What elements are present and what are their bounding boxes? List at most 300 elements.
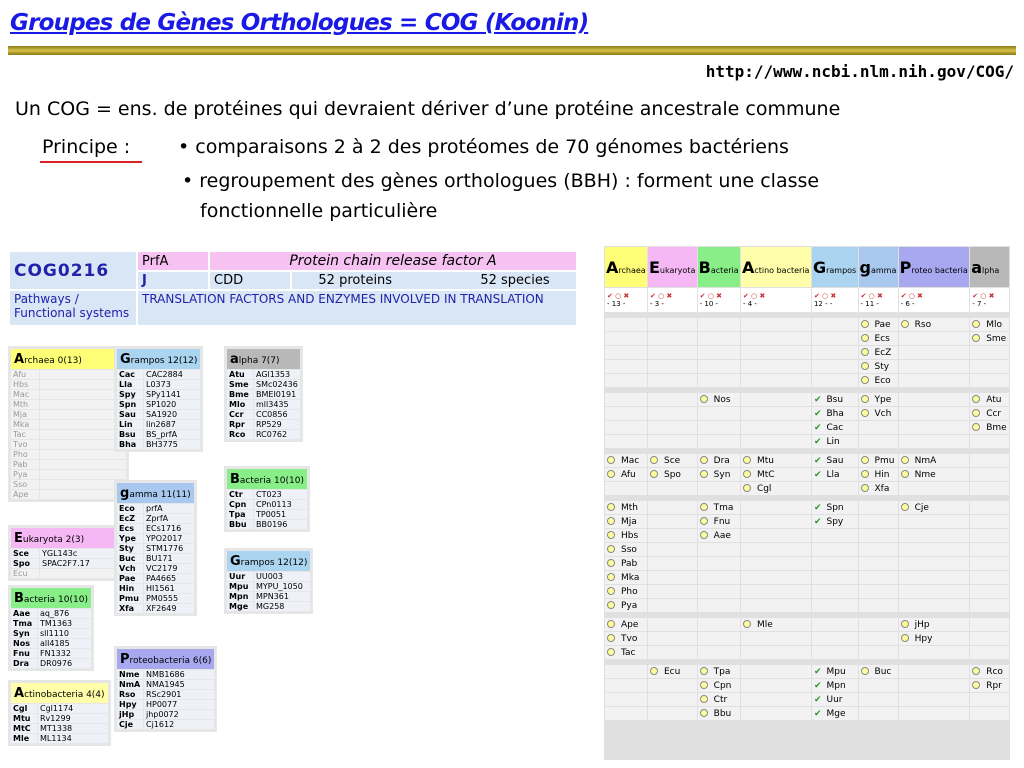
filter-cell[interactable]: [970, 288, 1009, 312]
matrix-cell[interactable]: [741, 468, 811, 481]
gene-id[interactable]: aq_876: [38, 609, 91, 618]
matrix-cell[interactable]: [605, 468, 647, 481]
matrix-row: [605, 707, 1009, 720]
matrix-cell[interactable]: [899, 501, 970, 514]
gene-id[interactable]: HP0077: [144, 700, 214, 709]
group-header[interactable]: [117, 649, 214, 669]
gene-id[interactable]: MT1338: [38, 724, 108, 733]
matrix-cell[interactable]: [698, 515, 740, 528]
species-code[interactable]: Sce: [11, 549, 39, 558]
group-letter: G: [230, 553, 241, 569]
matrix-cell: [970, 557, 1009, 570]
matrix-cell[interactable]: [970, 393, 1009, 406]
species-code[interactable]: Eco: [117, 504, 143, 513]
matrix-cell: [899, 332, 970, 345]
gene-id[interactable]: TP0051: [254, 510, 307, 519]
gene-id[interactable]: SPAC2F7.17: [40, 559, 126, 568]
circle-icon: [743, 484, 751, 492]
matrix-column-header[interactable]: [698, 247, 740, 287]
matrix-cell[interactable]: [812, 393, 858, 406]
species-code[interactable]: Mge: [227, 602, 253, 611]
gene-id[interactable]: MPN361: [254, 592, 310, 601]
gene-id[interactable]: BH3775: [144, 440, 200, 449]
gene-row: [117, 584, 194, 593]
group-title: rampos 12(12): [240, 557, 308, 568]
separator-cell: [812, 660, 858, 664]
species-code[interactable]: MtC: [11, 724, 37, 733]
matrix-column-header[interactable]: [741, 247, 811, 287]
cog-url-link[interactable]: http://www.ncbi.nlm.nih.gov/COG/: [705, 62, 1014, 81]
cog-id[interactable]: COG0216: [14, 260, 110, 281]
species-code[interactable]: Buc: [117, 554, 143, 563]
matrix-cell[interactable]: [970, 332, 1009, 345]
gene-id[interactable]: XF2649: [144, 604, 194, 613]
gene-id[interactable]: VC2179: [144, 564, 194, 573]
gene-row: [11, 659, 91, 668]
gene-id[interactable]: Cj1612: [144, 720, 214, 729]
matrix-cell[interactable]: [859, 318, 898, 331]
gene-id[interactable]: BU171: [144, 554, 194, 563]
gene-id[interactable]: sll1110: [38, 629, 91, 638]
matrix-cell[interactable]: [605, 571, 647, 584]
species-code[interactable]: Atu: [227, 370, 253, 379]
filter-icons[interactable]: ✔ ○ ✖: [742, 292, 766, 300]
group-header[interactable]: [11, 683, 108, 703]
species-code[interactable]: NmA: [117, 680, 143, 689]
matrix-cell[interactable]: [698, 393, 740, 406]
phylogenetic-pattern-matrix: [604, 246, 1010, 760]
filter-cell[interactable]: [899, 288, 970, 312]
circle-icon: [700, 667, 708, 675]
species-code[interactable]: Ecs: [117, 524, 143, 533]
species-code[interactable]: Tpa: [227, 510, 253, 519]
separator-cell: [812, 496, 858, 500]
matrix-cell[interactable]: [605, 543, 647, 556]
cog-definition: Un COG = ens. de protéines qui devraient dériver d’une protéine ancestrale commune: [15, 98, 841, 120]
species-code[interactable]: Fnu: [11, 649, 37, 658]
group-alpha: [224, 346, 303, 442]
species-code[interactable]: Pae: [117, 574, 143, 583]
matrix-header-row: [605, 247, 1009, 287]
gene-id[interactable]: AGl1353: [254, 370, 300, 379]
gene-id[interactable]: BS_prfA: [144, 430, 200, 439]
species-code[interactable]: Xfa: [117, 604, 143, 613]
gene-id[interactable]: SA1920: [144, 410, 200, 419]
group-header[interactable]: [11, 588, 91, 608]
circle-icon: [650, 456, 658, 464]
matrix-cell[interactable]: [859, 482, 898, 495]
species-code: EcZ: [874, 347, 892, 358]
column-letter: E: [648, 257, 660, 277]
matrix-cell: [899, 529, 970, 542]
species-code[interactable]: Cgl: [11, 704, 37, 713]
species-code[interactable]: Spy: [117, 390, 143, 399]
species-code[interactable]: Vch: [117, 564, 143, 573]
gene-id[interactable]: L0373: [144, 380, 200, 389]
gene-id[interactable]: SPy1141: [144, 390, 200, 399]
species-code[interactable]: EcZ: [117, 514, 143, 523]
gene-id[interactable]: DR0976: [38, 659, 91, 668]
matrix-cell[interactable]: [698, 501, 740, 514]
gene-id[interactable]: jhp0072: [144, 710, 214, 719]
filter-cell[interactable]: [741, 288, 811, 312]
matrix-column-header[interactable]: [648, 247, 697, 287]
matrix-cell[interactable]: [605, 585, 647, 598]
species-code[interactable]: Tma: [11, 619, 37, 628]
species-code[interactable]: Bsu: [117, 430, 143, 439]
column-title: roteo bacteria: [911, 265, 968, 275]
gene-id[interactable]: NMA1945: [144, 680, 214, 689]
gene-id[interactable]: FN1332: [38, 649, 91, 658]
gene-id[interactable]: Rv1299: [38, 714, 108, 723]
matrix-cell[interactable]: [698, 693, 740, 706]
gene-row: [11, 724, 108, 733]
matrix-cell: [648, 482, 697, 495]
gene-id[interactable]: YGL143c: [40, 549, 126, 558]
circle-icon: [607, 517, 615, 525]
check-icon: ✔: [813, 708, 822, 719]
filter-cell[interactable]: [859, 288, 898, 312]
matrix-cell[interactable]: [648, 468, 697, 481]
matrix-cell[interactable]: [605, 529, 647, 542]
matrix-cell[interactable]: [970, 679, 1009, 692]
species-code: Hpy: [914, 633, 933, 644]
matrix-cell[interactable]: [741, 618, 811, 631]
column-letter: A: [741, 257, 755, 277]
group-header[interactable]: [227, 551, 310, 571]
matrix-cell[interactable]: [859, 454, 898, 467]
matrix-cell[interactable]: [899, 468, 970, 481]
species-count[interactable]: 52 species: [480, 273, 550, 288]
matrix-cell[interactable]: [698, 454, 740, 467]
matrix-row: [605, 435, 1009, 448]
filter-icons[interactable]: ✔ ○ ✖: [607, 292, 630, 300]
matrix-row: [605, 557, 1009, 570]
species-code[interactable]: Mlo: [227, 400, 253, 409]
species-code[interactable]: Uur: [227, 572, 253, 581]
matrix-cell: [812, 618, 858, 631]
species-code[interactable]: Cpn: [227, 500, 253, 509]
matrix-cell[interactable]: [648, 665, 697, 678]
check-icon: ✔: [813, 680, 822, 691]
matrix-column-header[interactable]: [605, 247, 647, 287]
gene-row: [117, 554, 194, 563]
matrix-cell[interactable]: [970, 421, 1009, 434]
matrix-cell: [605, 693, 647, 706]
gene-id[interactable]: lin2687: [144, 420, 200, 429]
species-code[interactable]: Bha: [117, 440, 143, 449]
gene-id[interactable]: HI1561: [144, 584, 194, 593]
matrix-cell: [741, 646, 811, 659]
species-code[interactable]: Ype: [117, 534, 143, 543]
species-code[interactable]: Bme: [227, 390, 253, 399]
species-code[interactable]: Nme: [117, 670, 143, 679]
cdd-link[interactable]: CDD: [210, 272, 290, 289]
matrix-cell[interactable]: [812, 665, 858, 678]
gene-row: [117, 440, 200, 449]
species-code[interactable]: Sau: [117, 410, 143, 419]
matrix-cell[interactable]: [812, 707, 858, 720]
gene-id[interactable]: NMB1686: [144, 670, 214, 679]
gene-row: [227, 520, 307, 529]
matrix-cell[interactable]: [812, 421, 858, 434]
species-code[interactable]: Aae: [11, 609, 37, 618]
gene-id[interactable]: all4185: [38, 639, 91, 648]
gene-id[interactable]: mll3435: [254, 400, 300, 409]
matrix-row: [605, 407, 1009, 420]
species-code: Rco: [986, 666, 1003, 677]
circle-icon: [901, 620, 909, 628]
circle-icon: [861, 362, 869, 370]
matrix-cell: [859, 421, 898, 434]
species-code: Pho: [621, 586, 638, 597]
matrix-cell[interactable]: [970, 665, 1009, 678]
matrix-cell: [899, 515, 970, 528]
matrix-cell[interactable]: [605, 501, 647, 514]
matrix-cell: [970, 360, 1009, 373]
matrix-cell: [970, 454, 1009, 467]
matrix-cell[interactable]: [970, 407, 1009, 420]
filter-icons[interactable]: ✔ ○ ✖: [972, 292, 995, 300]
group-header[interactable]: [117, 483, 194, 503]
species-code: Mth: [11, 400, 39, 409]
gene-id[interactable]: PA4665: [144, 574, 194, 583]
species-code[interactable]: Dra: [11, 659, 37, 668]
species-code[interactable]: Mpu: [227, 582, 253, 591]
pathways-label[interactable]: Pathways / Functional systems: [10, 291, 136, 325]
species-code[interactable]: Spo: [11, 559, 39, 568]
matrix-cell[interactable]: [859, 346, 898, 359]
filter-icons[interactable]: ✔ ○ ✖: [699, 292, 722, 300]
species-code: Mka: [11, 420, 39, 429]
matrix-cell: [970, 599, 1009, 612]
matrix-cell[interactable]: [812, 435, 858, 448]
matrix-cell: [741, 393, 811, 406]
matrix-cell[interactable]: [859, 393, 898, 406]
check-icon: ✔: [813, 455, 822, 466]
matrix-column-header[interactable]: [899, 247, 970, 287]
species-code[interactable]: Pmu: [117, 594, 143, 603]
matrix-cell: [970, 346, 1009, 359]
empty-gene-cell: [40, 470, 126, 479]
group-header[interactable]: [227, 349, 300, 369]
bullet-grouping-cont: fonctionnelle particulière: [200, 200, 438, 222]
matrix-cell[interactable]: [899, 318, 970, 331]
gene-id[interactable]: prfA: [144, 504, 194, 513]
gene-row: [11, 450, 126, 459]
species-code[interactable]: Nos: [11, 639, 37, 648]
species-code: Mka: [621, 572, 640, 583]
matrix-cell: [970, 632, 1009, 645]
matrix-cell[interactable]: [741, 454, 811, 467]
matrix-cell[interactable]: [698, 665, 740, 678]
filter-cell[interactable]: [812, 288, 858, 312]
filter-cell[interactable]: [605, 288, 647, 312]
gene-id[interactable]: RP529: [254, 420, 300, 429]
matrix-cell[interactable]: [899, 454, 970, 467]
matrix-cell: [899, 421, 970, 434]
gene-id[interactable]: ML1134: [38, 734, 108, 743]
species-code[interactable]: jHp: [117, 710, 143, 719]
circle-icon: [700, 503, 708, 511]
matrix-cell: [859, 543, 898, 556]
species-code[interactable]: Mpn: [227, 592, 253, 601]
matrix-cell[interactable]: [698, 707, 740, 720]
species-code[interactable]: Bbu: [227, 520, 253, 529]
circle-icon: [972, 423, 980, 431]
group-letter: g: [120, 485, 130, 501]
separator-cell: [648, 313, 697, 317]
species-code[interactable]: Lla: [117, 380, 143, 389]
gene-id[interactable]: RSc2901: [144, 690, 214, 699]
matrix-cell: [698, 332, 740, 345]
gene-id[interactable]: STM1776: [144, 544, 194, 553]
cog-header-table: [8, 250, 578, 327]
matrix-cell[interactable]: [812, 407, 858, 420]
matrix-cell[interactable]: [698, 468, 740, 481]
matrix-cell[interactable]: [605, 557, 647, 570]
group-header[interactable]: [11, 528, 126, 548]
gene-id[interactable]: CT023: [254, 490, 307, 499]
gene-id[interactable]: Cgl1174: [38, 704, 108, 713]
matrix-cell: [698, 632, 740, 645]
filter-icons[interactable]: ✔ ○ ✖: [900, 292, 923, 300]
gene-row: [11, 619, 91, 628]
species-code[interactable]: Syn: [11, 629, 37, 638]
species-code[interactable]: Cac: [117, 370, 143, 379]
matrix-cell[interactable]: [605, 646, 647, 659]
matrix-cell: [698, 374, 740, 387]
filter-icons[interactable]: ✔ ○ ✖: [649, 292, 673, 300]
gene-id[interactable]: CPn0113: [254, 500, 307, 509]
matrix-cell[interactable]: [605, 515, 647, 528]
protein-count[interactable]: 52 proteins: [318, 273, 393, 288]
matrix-cell[interactable]: [812, 693, 858, 706]
matrix-cell: [648, 332, 697, 345]
matrix-cell: [812, 332, 858, 345]
cog-functional-code[interactable]: J: [138, 272, 208, 289]
matrix-column-header[interactable]: [970, 247, 1009, 287]
species-code: Hbs: [11, 380, 39, 389]
separator-cell: [648, 388, 697, 392]
matrix-cell[interactable]: [605, 618, 647, 631]
species-code[interactable]: Rso: [117, 690, 143, 699]
matrix-cell: [648, 407, 697, 420]
gene-id[interactable]: UU003: [254, 572, 310, 581]
matrix-cell: [605, 665, 647, 678]
species-code[interactable]: Lin: [117, 420, 143, 429]
matrix-cell[interactable]: [812, 468, 858, 481]
matrix-cell[interactable]: [698, 679, 740, 692]
matrix-cell[interactable]: [859, 332, 898, 345]
species-code: Mpn: [826, 680, 846, 691]
matrix-cell[interactable]: [899, 632, 970, 645]
species-code[interactable]: Hpy: [117, 700, 143, 709]
group-header[interactable]: [117, 349, 200, 369]
slide-title: Groupes de Gènes Orthologues = COG (Koonin): [10, 10, 589, 36]
species-code[interactable]: Hin: [117, 584, 143, 593]
species-code[interactable]: Rco: [227, 430, 253, 439]
matrix-cell[interactable]: [698, 529, 740, 542]
matrix-cell[interactable]: [859, 374, 898, 387]
filter-cell[interactable]: [648, 288, 697, 312]
matrix-cell[interactable]: [970, 318, 1009, 331]
group-header[interactable]: [227, 469, 307, 489]
matrix-cell[interactable]: [812, 679, 858, 692]
species-code[interactable]: Ctr: [227, 490, 253, 499]
check-icon: ✔: [813, 694, 822, 705]
group-header[interactable]: [11, 349, 126, 369]
column-title: ukaryota: [659, 265, 696, 275]
matrix-cell[interactable]: [899, 618, 970, 631]
gene-id[interactable]: SP1020: [144, 400, 200, 409]
matrix-cell[interactable]: [812, 454, 858, 467]
circle-icon: [901, 320, 909, 328]
circle-icon: [861, 456, 869, 464]
gene-id[interactable]: TM1363: [38, 619, 91, 628]
matrix-cell[interactable]: [605, 632, 647, 645]
gene-id[interactable]: CC0856: [254, 410, 300, 419]
species-code[interactable]: Ccr: [227, 410, 253, 419]
gene-id[interactable]: YPO2017: [144, 534, 194, 543]
gene-row: [11, 704, 108, 713]
matrix-cell[interactable]: [812, 501, 858, 514]
gene-id[interactable]: CAC2884: [144, 370, 200, 379]
gene-id[interactable]: BMEI0191: [254, 390, 300, 399]
filter-icons[interactable]: ✔ ○ ✖: [813, 292, 837, 300]
species-code[interactable]: Sty: [117, 544, 143, 553]
filter-cell[interactable]: [698, 288, 740, 312]
matrix-cell[interactable]: [605, 454, 647, 467]
filter-count: - 10 -: [699, 300, 719, 308]
species-code: Afu: [11, 370, 39, 379]
matrix-cell[interactable]: [812, 515, 858, 528]
gene-id[interactable]: MG258: [254, 602, 310, 611]
species-code[interactable]: Mle: [11, 734, 37, 743]
species-code[interactable]: Cje: [117, 720, 143, 729]
gene-row: [11, 410, 126, 419]
species-code[interactable]: Rpr: [227, 420, 253, 429]
gene-id[interactable]: ECs1716: [144, 524, 194, 533]
matrix-column-header[interactable]: [859, 247, 898, 287]
matrix-cell[interactable]: [605, 599, 647, 612]
matrix-cell[interactable]: [648, 454, 697, 467]
gene-id[interactable]: PM0555: [144, 594, 194, 603]
matrix-cell: [648, 571, 697, 584]
matrix-cell: [812, 571, 858, 584]
separator-cell: [741, 660, 811, 664]
matrix-cell[interactable]: [859, 407, 898, 420]
pathways-value[interactable]: TRANSLATION FACTORS AND ENZYMES INVOLVED IN TRANSLATION: [138, 291, 576, 325]
matrix-cell[interactable]: [741, 482, 811, 495]
circle-icon: [901, 634, 909, 642]
gene-id[interactable]: ZprfA: [144, 514, 194, 523]
species-code[interactable]: Sme: [227, 380, 253, 389]
matrix-column-header[interactable]: [812, 247, 858, 287]
species-code[interactable]: Spn: [117, 400, 143, 409]
gene-id[interactable]: MYPU_1050: [254, 582, 310, 591]
matrix-cell[interactable]: [859, 665, 898, 678]
matrix-cell[interactable]: [859, 360, 898, 373]
matrix-cell[interactable]: [859, 468, 898, 481]
gene-id[interactable]: SMc02436: [256, 380, 298, 389]
species-code: Tvo: [621, 633, 638, 644]
gene-id[interactable]: BB0196: [254, 520, 307, 529]
gene-id[interactable]: RC0762: [254, 430, 300, 439]
filter-icons[interactable]: ✔ ○ ✖: [860, 292, 883, 300]
species-code[interactable]: Mtu: [11, 714, 37, 723]
matrix-cell: [899, 435, 970, 448]
